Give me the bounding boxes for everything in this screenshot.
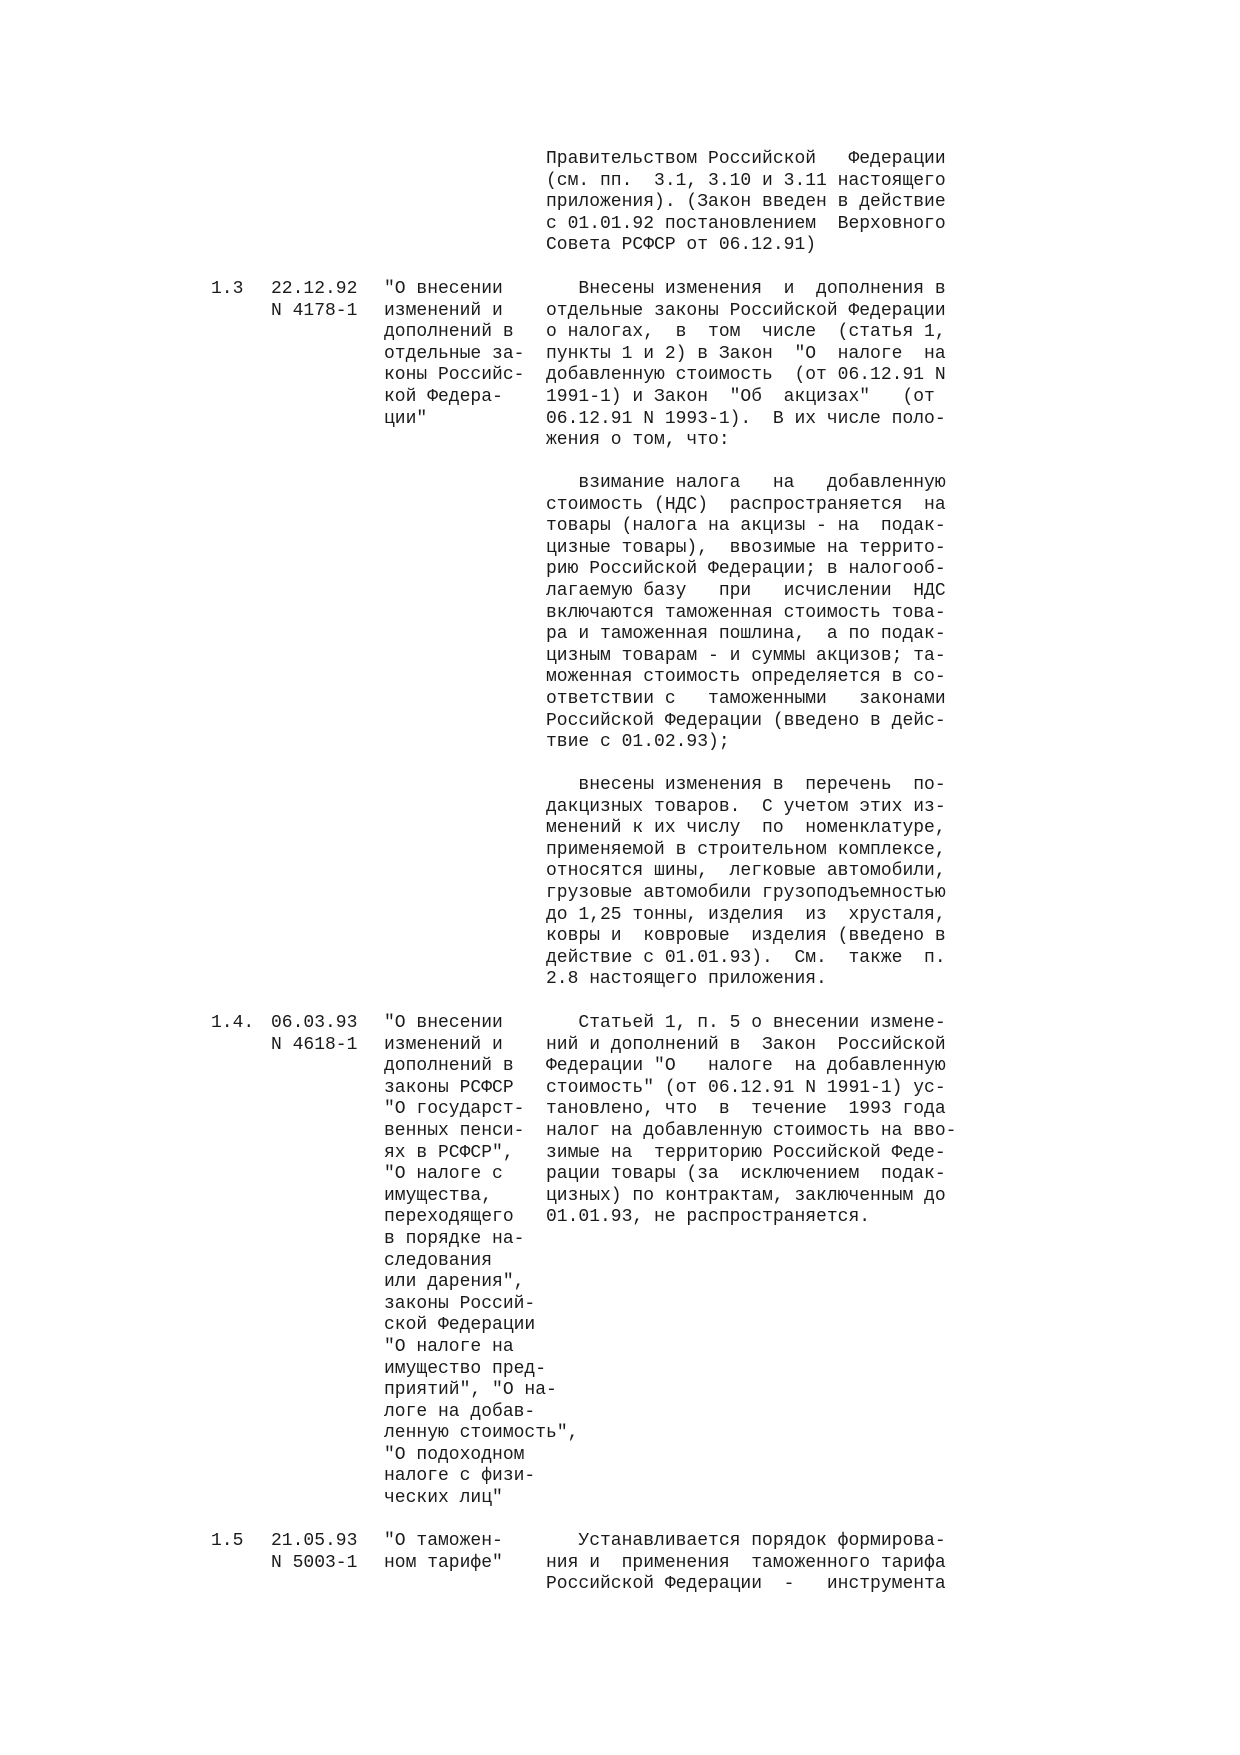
- entry-number: 1.4.: [211, 1013, 255, 1033]
- entry-paragraph: внесены изменения в перечень по- дакцизных товаров. С учетом этих из- менений к их числу по номенклатуре, применяемой в строительном комплексе, относятся шины, легковые автомобили, грузовые автомобили грузоподъемностью до 1,25 тонны, изделия из хрусталя, ковры и ковровые изделия (введено в действие с 01.01.93). См. также п. 2.8 настоящего приложения.: [546, 775, 946, 990]
- entry-number: 1.5: [211, 1531, 244, 1551]
- entry-title: "О внесении изменений и дополнений в отдельные за- коны Российс- кой Федера- ции": [384, 279, 525, 429]
- entry-date: 22.12.92 N 4178-1: [271, 279, 358, 321]
- entry-title: "О внесении изменений и дополнений в законы РСФСР "О государст- венных пенси- ях в РСФСР", "О налоге с имущества, переходящего в порядке на- следования или дарения", законы Россий- ской Федерации "О налоге на имущество пред- приятий", "О на- логе на добав- ленную стоимость", "О подоходном налоге с физи- ческих лиц": [384, 1013, 579, 1509]
- entry-paragraph: взимание налога на добавленную стоимость (НДС) распространяется на товары (налога на акцизы - на подак- цизные товары), ввозимые на террито- рию Российской Федерации; в налогооб- лагаемую базу при исчислении НДС включаются таможенная стоимость това- ра и таможенная пошлина, а по подак- цизным товарам - и суммы акцизов; та- моженная стоимость определяется в со- ответствии с таможенными законами Российской Федерации (введено в дейс- твие с 01.02.93);: [546, 473, 946, 753]
- entry-paragraph: Статьей 1, п. 5 о внесении измене- ний и дополнений в Закон Российской Федерации "О налоге на добавленную стоимость" (от 06.12.91 N 1991-1) ус- тановлено, что в течение 1993 года налог на добавленную стоимость на вво- зимые на территорию Российской Феде- рации товары (за исключением подак- цизных) по контрактам, заключенным до 01.01.93, не распространяется.: [546, 1013, 957, 1228]
- entry-date: 21.05.93 N 5003-1: [271, 1531, 358, 1573]
- entry-paragraph: Устанавливается порядок формирова- ния и применения таможенного тарифа Российской Федерации - инструмента: [546, 1531, 946, 1595]
- entry-number: 1.3: [211, 279, 244, 299]
- entry-title: "О таможен- ном тарифе": [384, 1531, 503, 1573]
- continuation-text: Правительством Российской Федерации (см. пп. 3.1, 3.10 и 3.11 настоящего приложения). (Закон введен в действие с 01.01.92 постановлением Верховного Совета РСФСР от 06.12.91): [546, 149, 946, 256]
- entry-date: 06.03.93 N 4618-1: [271, 1013, 358, 1055]
- entry-paragraph: Внесены изменения и дополнения в отдельные законы Российской Федерации о налогах, в том числе (статья 1, пункты 1 и 2) в Закон "О налоге на добавленную стоимость (от 06.12.91 N 1991-1) и Закон "Об акцизах" (от 06.12.91 N 1993-1). В их числе поло- жения о том, что:: [546, 279, 946, 451]
